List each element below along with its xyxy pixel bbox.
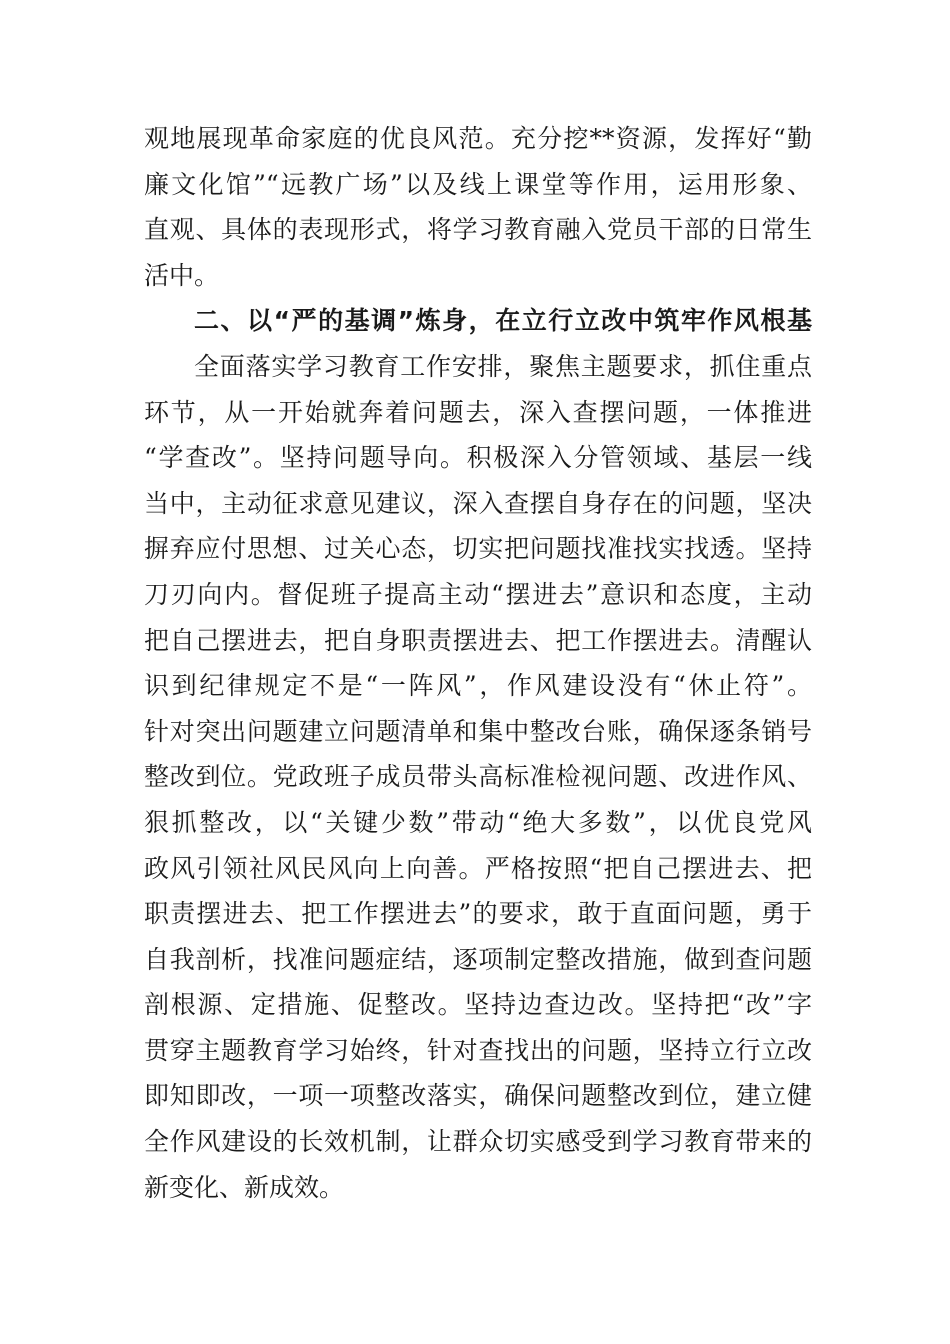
paragraph-body (144, 344, 812, 1210)
paragraph-continuation (144, 116, 812, 298)
text-line: 廉文化馆”“远教广场”以及线上课堂等作用，运用形象、 (144, 169, 812, 199)
text-line: 针对突出问题建立问题清单和集中整改台账，确保逐条销号 (144, 716, 812, 746)
text-line: 新变化、新成效。 (144, 1172, 345, 1202)
text-line: 即知即改，一项一项整改落实，确保问题整改到位，建立健 (144, 1081, 812, 1111)
text-line: 活中。 (144, 260, 220, 290)
section-heading: 二、以“严的基调”炼身，在立行立改中筑牢作风根基 (194, 306, 812, 336)
text-line: 当中，主动征求意见建议，深入查摆自身存在的问题，坚决 (144, 488, 812, 518)
text-line: 贯穿主题教育学习始终，针对查找出的问题，坚持立行立改 (144, 1035, 812, 1065)
text-line: 把自己摆进去，把自身职责摆进去、把工作摆进去。清醒认 (144, 625, 812, 655)
text-line: 观地展现革命家庭的优良风范。充分挖**资源，发挥好“勤 (144, 124, 812, 153)
text-line: 职责摆进去、把工作摆进去”的要求，敢于直面问题，勇于 (144, 899, 812, 929)
text-line: 全作风建设的长效机制，让群众切实感受到学习教育带来的 (144, 1127, 812, 1157)
text-line: 摒弃应付思想、过关心态，切实把问题找准找实找透。坚持 (144, 534, 812, 564)
text-line: 环节，从一开始就奔着问题去，深入查摆问题，一体推进 (144, 397, 812, 427)
text-line: 狠抓整改，以“关键少数”带动“绝大多数”，以优良党风 (144, 807, 812, 837)
text-line: 刀刃向内。督促班子提高主动“摆进去”意识和态度，主动 (144, 579, 812, 609)
text-line: 整改到位。党政班子成员带头高标准检视问题、改进作风、 (144, 762, 812, 792)
text-line: 识到纪律规定不是“一阵风”，作风建设没有“休止符”。 (144, 671, 812, 701)
text-line: 全面落实学习教育工作安排，聚焦主题要求，抓住重点 (194, 351, 812, 381)
document-body (144, 116, 812, 1210)
text-line: “学查改”。坚持问题导向。积极深入分管领域、基层一线 (144, 443, 812, 473)
text-line: 自我剖析，找准问题症结，逐项制定整改措施，做到查问题 (144, 944, 812, 974)
text-line: 剖根源、定措施、促整改。坚持边查边改。坚持把“改”字 (144, 990, 812, 1020)
text-line: 政风引领社风民风向上向善。严格按照“把自己摆进去、把 (144, 853, 812, 883)
text-line: 直观、具体的表现形式，将学习教育融入党员干部的日常生 (144, 215, 812, 245)
